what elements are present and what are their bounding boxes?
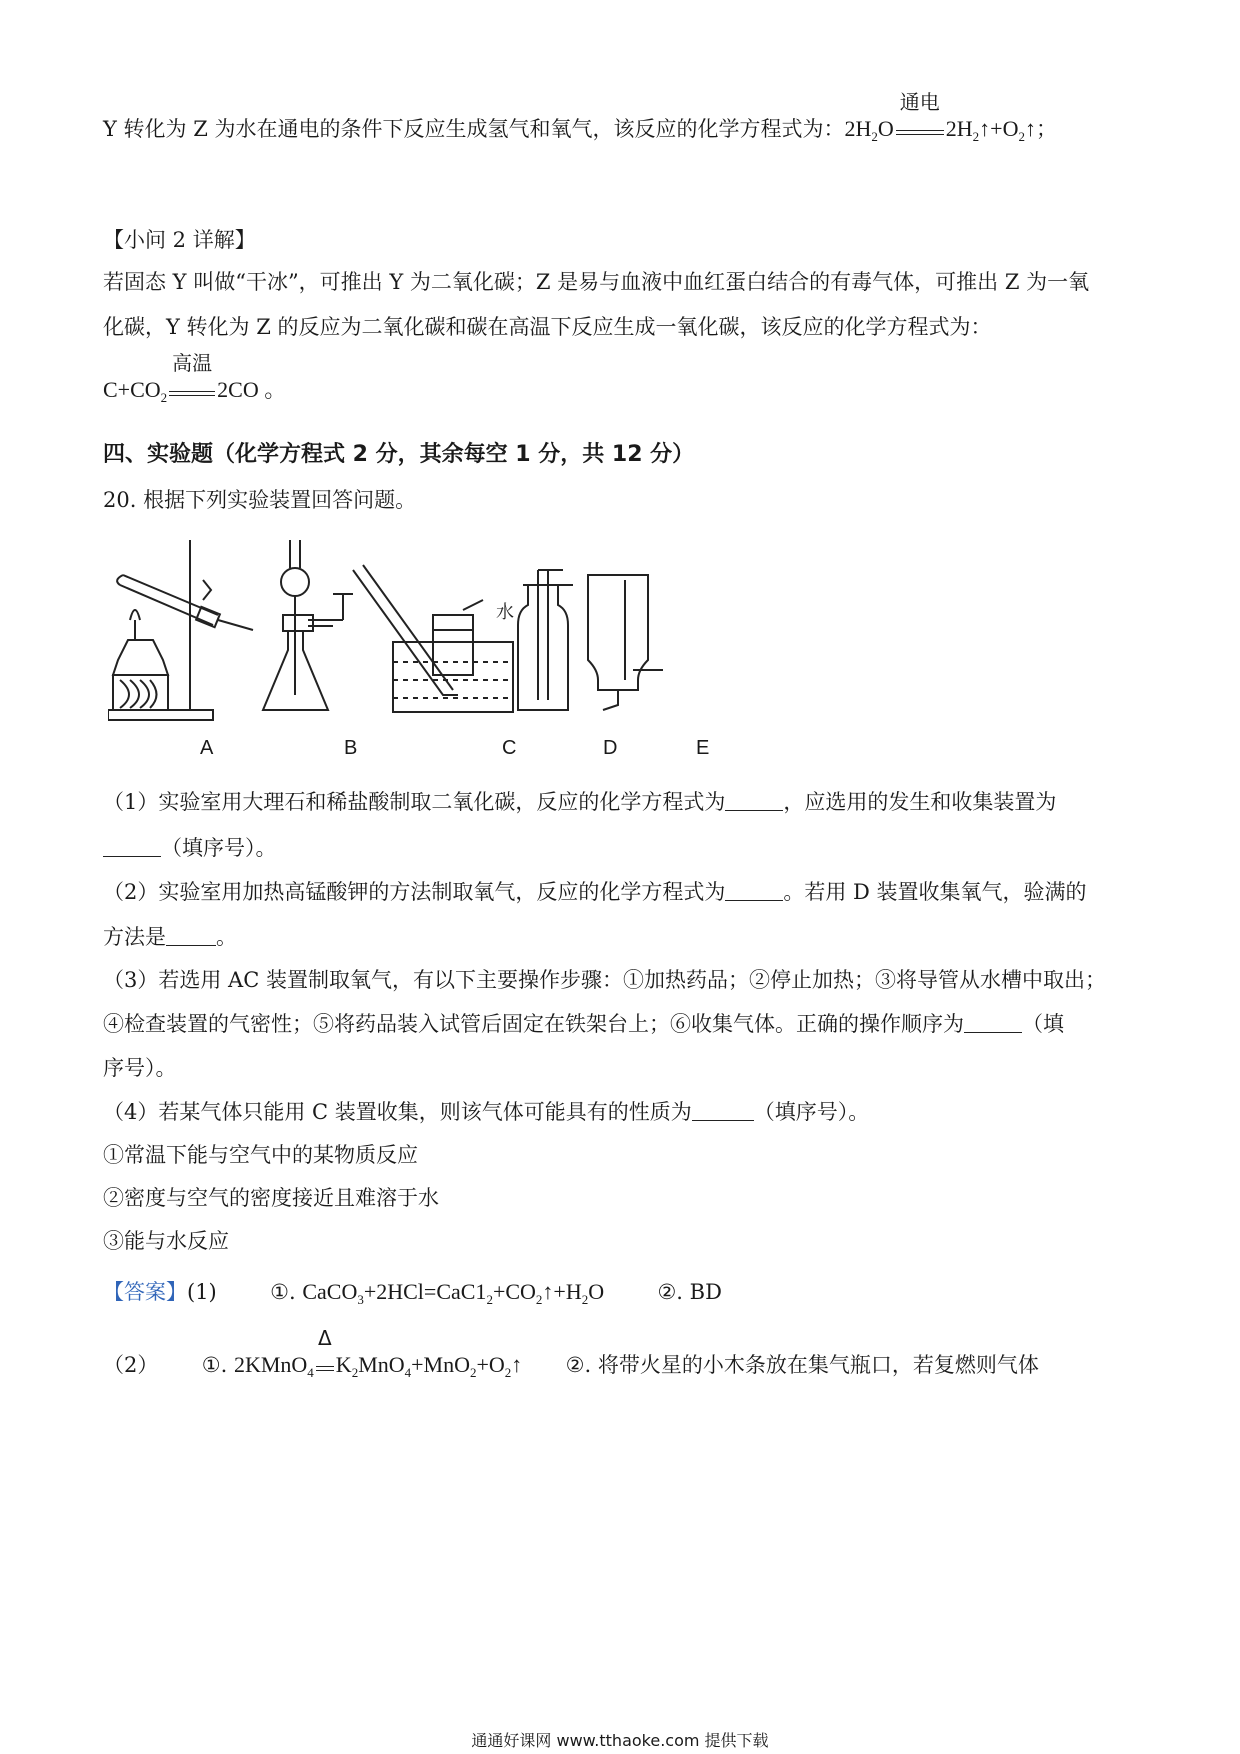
water-label: 水	[496, 602, 514, 623]
q1-text-b: ，应选用的发生和收集装置为	[783, 790, 1057, 814]
option-3: ③能与水反应	[103, 1229, 229, 1253]
equation-caco3: $CaCO_3+2HCl=CaC1_2+CO_2↑+H_2O$	[302, 1279, 605, 1307]
label-c: C	[502, 737, 517, 759]
answer1-prefix: (1)	[187, 1280, 217, 1304]
sub2-line2: 化碳，Y 转化为 Z 的反应为二氧化碳和碳在高温下反应生成一氧化碳，该反应的化学方程式为：	[103, 315, 992, 339]
answer1-num2: ②. BD	[657, 1280, 722, 1304]
q3-line2	[103, 1012, 1064, 1037]
option-1: ①常温下能与空气中的某物质反应	[103, 1143, 418, 1167]
answer-blank[interactable]	[725, 792, 783, 811]
equation-co: $C+CO_2$ 高温 2CO 。	[103, 351, 287, 405]
condition-label: Δ	[317, 1326, 332, 1350]
q4-line1	[103, 1100, 869, 1125]
answer-blank[interactable]	[692, 1102, 754, 1121]
q2-text-b: 。若用 D 装置收集氧气，验满的	[783, 880, 1087, 904]
apparatus-c	[353, 565, 513, 712]
equation-electrolysis: $2H_2O$ 通电 $2H_2↑+O_2↑$	[844, 90, 1036, 144]
q4-text-b: （填序号）。	[753, 1100, 870, 1124]
label-a: A	[200, 737, 214, 759]
apparatus-a	[108, 540, 253, 720]
sub2-heading: 【小问 2 详解】	[103, 228, 256, 252]
label-d: D	[603, 737, 618, 759]
q1-line1	[103, 790, 1056, 815]
footer: 通通好课网 www.tthaoke.com 提供下载	[471, 1731, 769, 1750]
apparatus-b	[263, 540, 353, 710]
equation-co-tail: 。	[264, 377, 287, 402]
sub2-line1: 若固态 Y 叫做“干冰”，可推出 Y 为二氧化碳；Z 是易与血液中血红蛋白结合的有毒气体，可推出 Z 为一氧	[103, 270, 1090, 294]
para-electrolysis-text: Y 转化为 Z 为水在通电的条件下反应生成氢气和氧气，该反应的化学方程式为：	[103, 117, 845, 141]
q3-line1: （3）若选用 AC 装置制取氧气，有以下主要操作步骤：①加热药品；②停止加热；③将导管从水槽中取出；	[103, 968, 1106, 992]
q3-line3: 序号）。	[103, 1056, 177, 1080]
condition-label: 通电	[899, 90, 940, 114]
answer-blank[interactable]	[725, 882, 783, 901]
condition-arrow	[169, 351, 215, 403]
q2-text-d: 。	[216, 925, 237, 949]
answer2-num2: ②. 将带火星的小木条放在集气瓶口，若复燃则气体	[565, 1353, 1039, 1377]
q2-line2	[103, 925, 237, 950]
label-e: E	[696, 737, 710, 759]
answer-line1	[103, 1279, 722, 1308]
q1-text-c: （填序号）。	[161, 836, 277, 860]
q2-text-a: （2）实验室用加热高锰酸钾的方法制取氧气，反应的化学方程式为	[103, 880, 726, 904]
answer2-num1: ①.	[201, 1353, 228, 1377]
q1-line2	[103, 836, 277, 861]
condition-arrow	[896, 90, 944, 142]
label-b: B	[344, 737, 358, 759]
q2-text-c: 方法是	[103, 925, 166, 949]
q1-text-a: （1）实验室用大理石和稀盐酸制取二氧化碳，反应的化学方程式为	[103, 790, 726, 814]
q4-text-a: （4）若某气体只能用 C 装置收集，则该气体可能具有的性质为	[103, 1100, 692, 1124]
section-heading: 四、实验题（化学方程式 2 分，其余每空 1 分，共 12 分）	[103, 442, 695, 467]
apparatus-e	[588, 575, 663, 710]
answer-blank[interactable]	[166, 927, 216, 946]
condition-arrow	[316, 1326, 334, 1378]
para-electrolysis-tail: ；	[1035, 117, 1057, 141]
answer2-prefix: （2）	[103, 1353, 159, 1377]
answer1-num1: ①.	[270, 1280, 296, 1304]
answer-blank[interactable]	[964, 1014, 1022, 1033]
answer-line2	[103, 1326, 1039, 1381]
para-electrolysis	[103, 90, 1057, 145]
answer-tag: 【答案】	[103, 1280, 187, 1304]
condition-label: 高温	[172, 351, 213, 375]
apparatus-d	[518, 570, 573, 710]
q3-text-c: （填	[1022, 1012, 1064, 1036]
q2-line1	[103, 880, 1087, 905]
question-stem: 20. 根据下列实验装置回答问题。	[103, 488, 417, 512]
option-2: ②密度与空气的密度接近且难溶于水	[103, 1186, 439, 1210]
equation-kmno4: 2KMnO$_4$ Δ $K_2MnO_4+MnO_2+O_2↑$	[233, 1326, 523, 1380]
answer-blank[interactable]	[103, 838, 161, 857]
q3-text-b: ④检查装置的气密性；⑤将药品装入试管后固定在铁架台上；⑥收集气体。正确的操作顺序为	[103, 1012, 964, 1036]
